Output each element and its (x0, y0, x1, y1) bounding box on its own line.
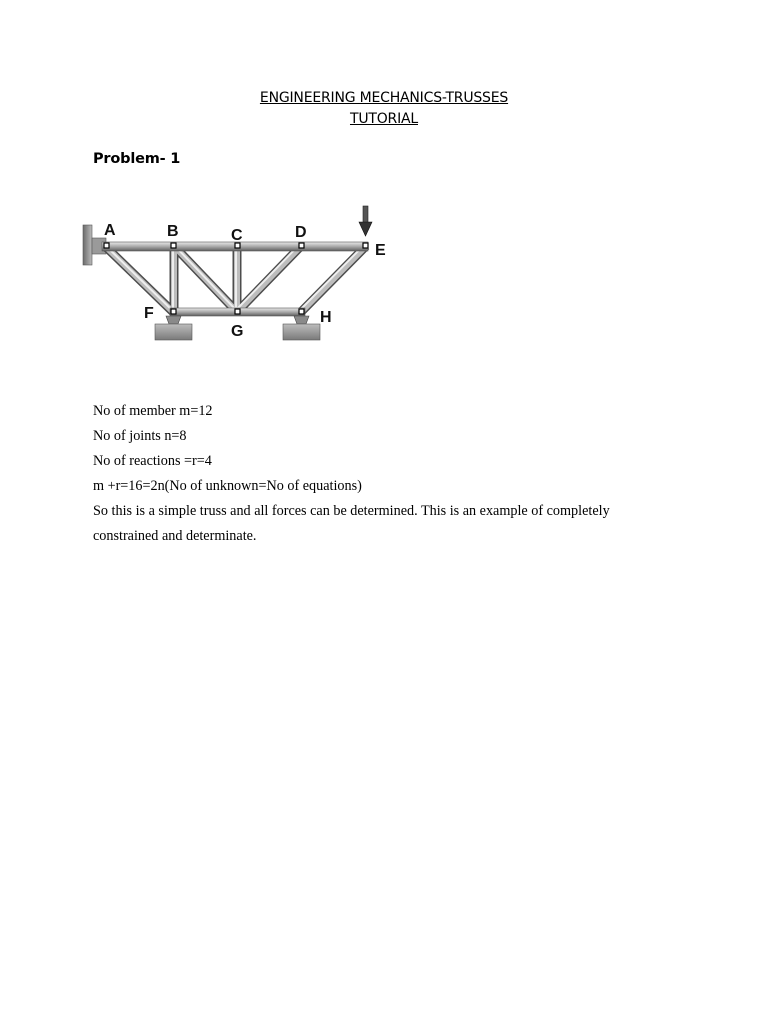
support-h (283, 316, 320, 340)
load-arrow-icon (359, 206, 372, 236)
label-d: D (295, 224, 307, 241)
label-h: H (320, 309, 332, 326)
joint-e (363, 243, 368, 248)
label-c: C (231, 227, 243, 244)
joint-count-line: No of joints n=8 (93, 428, 187, 444)
problem-heading: Problem- 1 (93, 151, 181, 167)
document-title-line2: TUTORIAL (349, 111, 418, 127)
body-paragraph (93, 399, 693, 549)
member-highlights (106, 244, 365, 312)
equation-line: m +r=16=2n(No of unknown=No of equations) (93, 478, 362, 494)
label-a: A (104, 222, 116, 239)
conclusion-line-1: So this is a simple truss and all forces can be determined. This is an example of completely (93, 503, 610, 519)
joint-a (104, 243, 109, 248)
joint-b (171, 243, 176, 248)
conclusion-line-2: constrained and determinate. (93, 528, 257, 544)
member-eh (301, 246, 366, 312)
truss-diagram (80, 198, 400, 348)
joint-f (171, 309, 176, 314)
wall-support (83, 225, 92, 265)
member-count-line: No of member m=12 (93, 403, 213, 419)
truss-figure (80, 198, 400, 348)
joint-g (235, 309, 240, 314)
label-b: B (167, 223, 179, 240)
member-dg (237, 246, 301, 312)
label-e: E (375, 242, 386, 259)
reaction-count-line: No of reactions =r=4 (93, 453, 212, 469)
document-title-line1: ENGINEERING MECHANICS-TRUSSES (259, 90, 509, 106)
support-f (155, 316, 192, 340)
label-g: G (231, 323, 244, 340)
label-f: F (144, 305, 154, 322)
joint-d (299, 243, 304, 248)
joint-h (299, 309, 304, 314)
